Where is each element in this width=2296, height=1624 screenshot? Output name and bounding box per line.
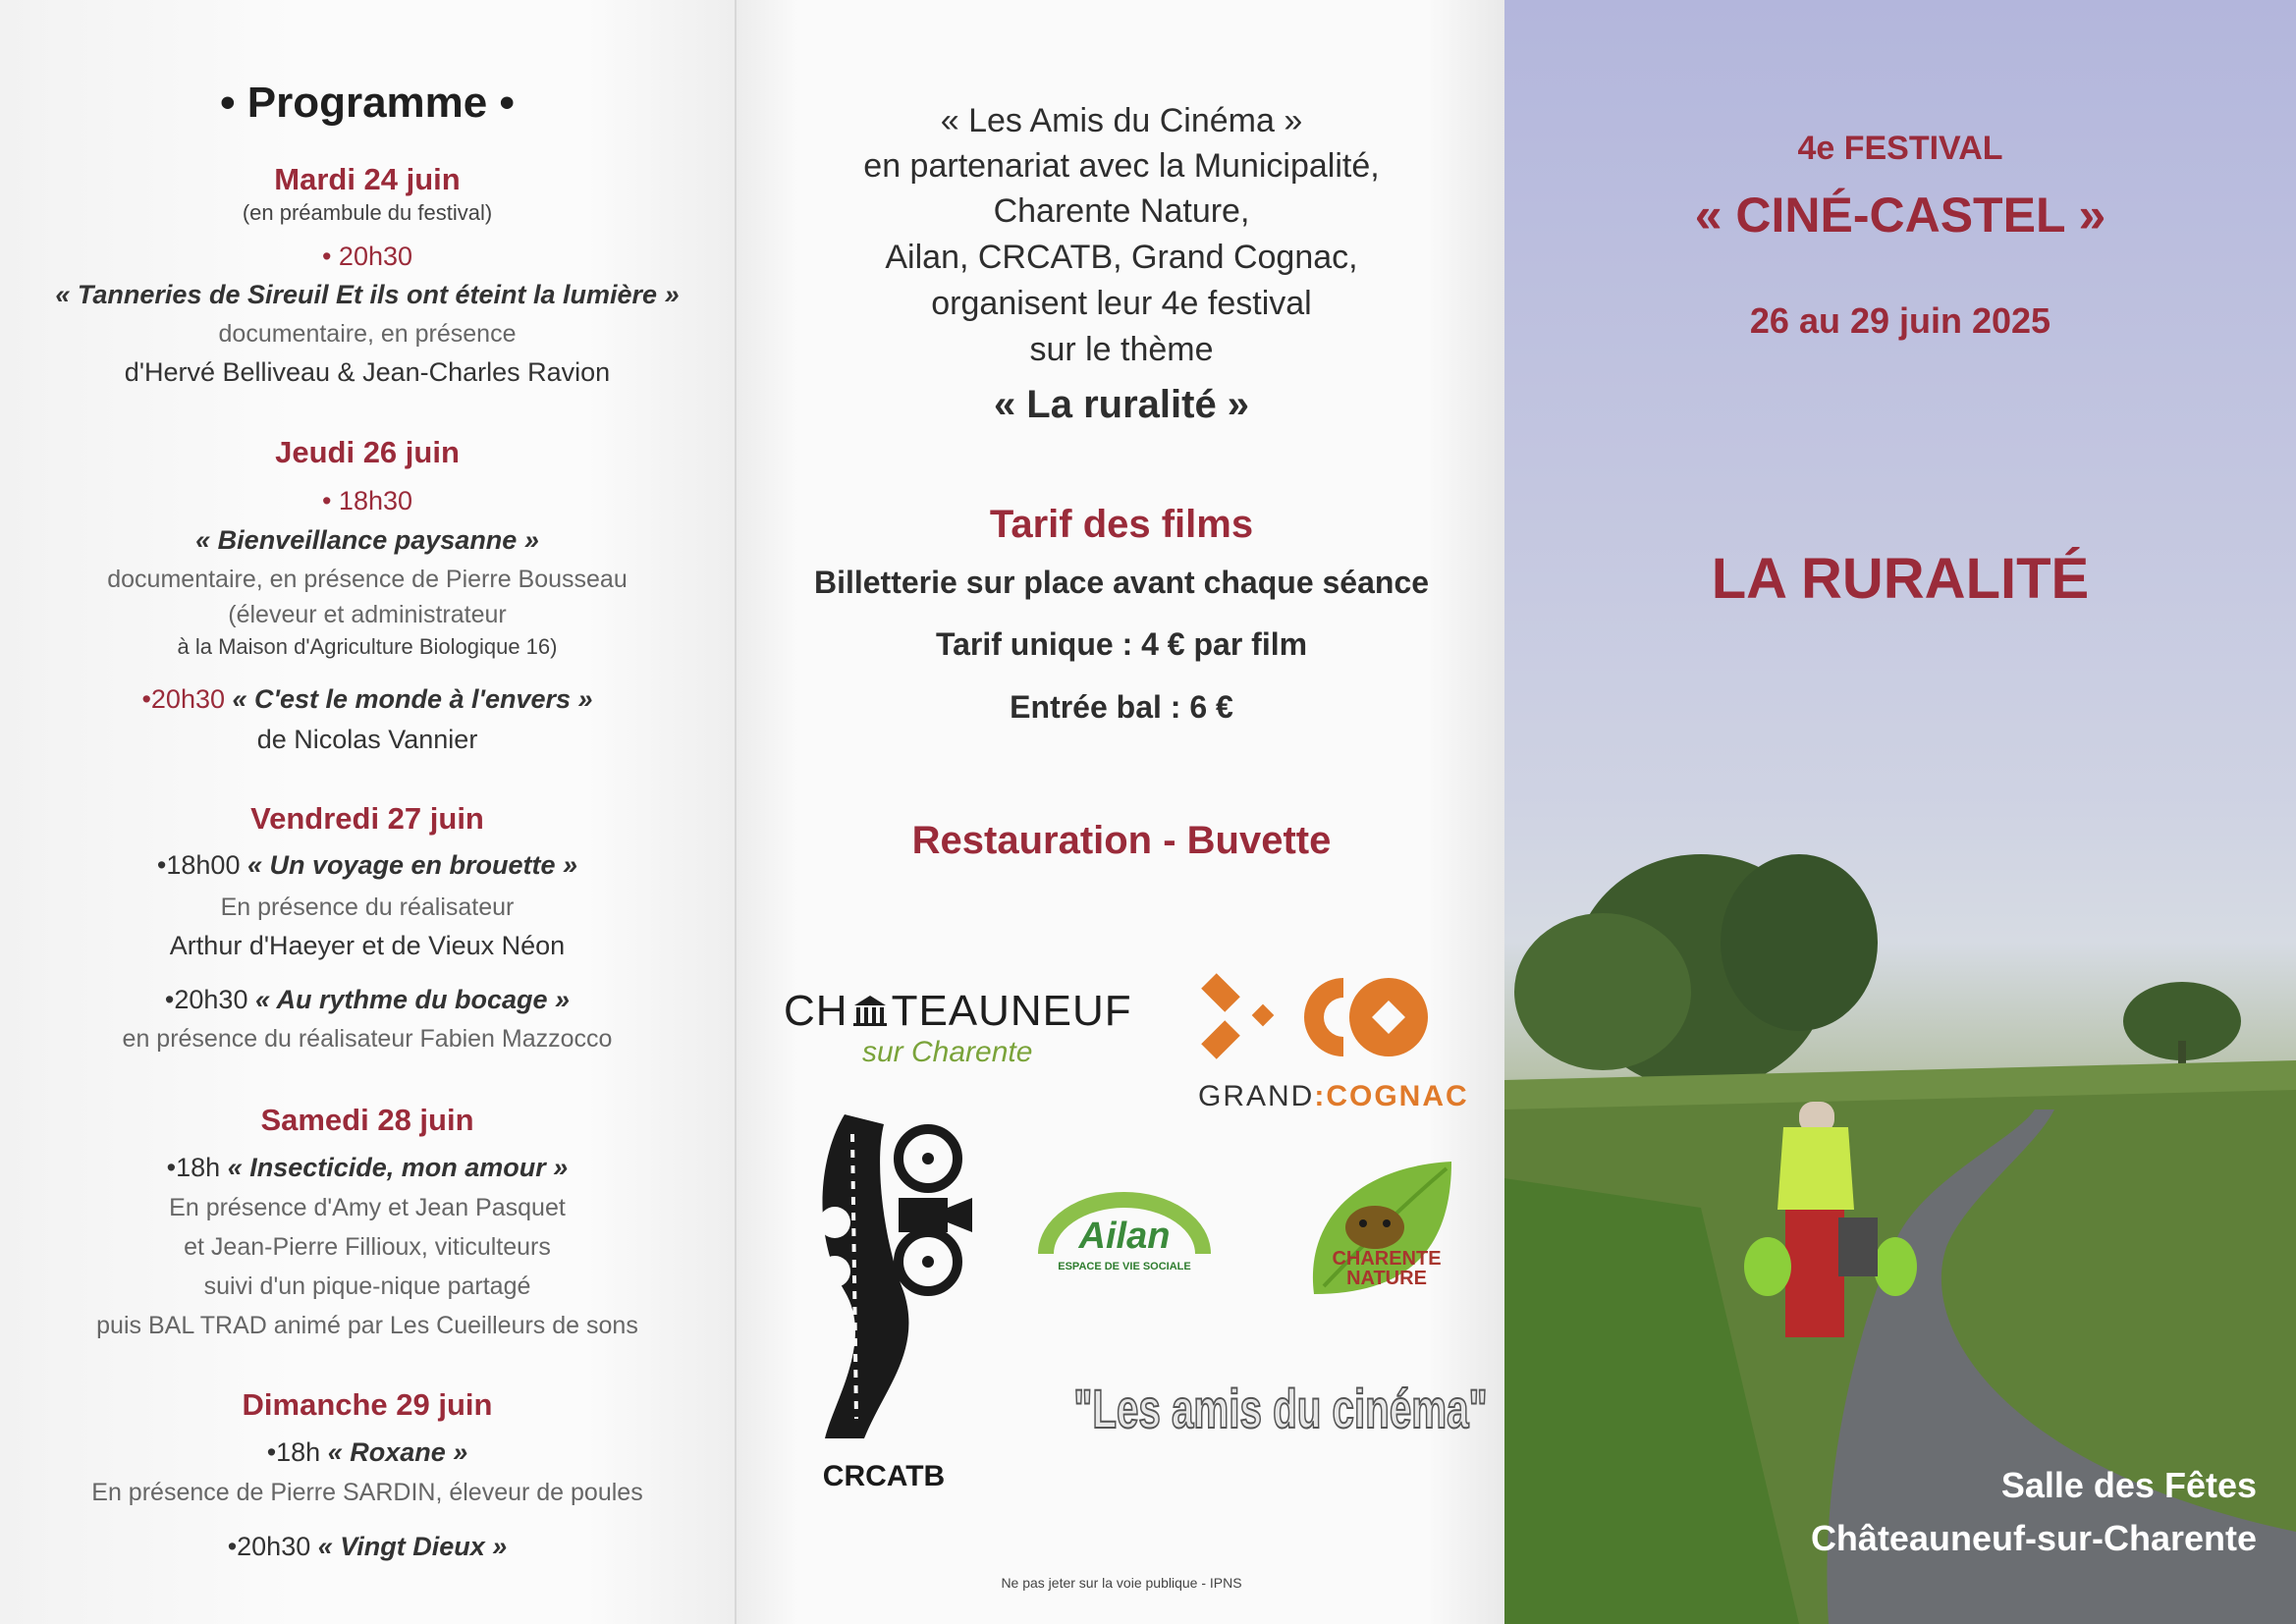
vendredi-film-2: « Au rythme du bocage » xyxy=(254,985,571,1014)
jeudi-line-2 xyxy=(0,684,735,715)
dimanche-film-2: « Vingt Dieux » xyxy=(317,1532,508,1561)
chateau-icon xyxy=(850,989,890,1022)
billetterie-line: Billetterie sur place avant chaque séance xyxy=(813,565,1430,600)
cover-venue-2: Châteauneuf-sur-Charente xyxy=(1810,1518,2257,1558)
day-mardi: Mardi 24 juin xyxy=(274,162,461,196)
programme-title: • Programme • xyxy=(220,79,515,127)
cover-venue-1: Salle des Fêtes xyxy=(2000,1465,2257,1505)
intro-line-6: sur le thème xyxy=(1029,331,1214,368)
vendredi-line-1 xyxy=(0,850,735,881)
samedi-time: •18h xyxy=(166,1153,221,1182)
rural-road-photo xyxy=(1504,0,2296,1624)
cover-theme: LA RURALITÉ xyxy=(1711,547,2090,611)
dimanche-line-1 xyxy=(0,1437,735,1468)
charente-nature-logo xyxy=(1304,1157,1461,1304)
jeudi-desc-2: (éleveur et administrateur xyxy=(228,601,507,628)
samedi-desc-2: et Jean-Pierre Fillioux, viticulteurs xyxy=(184,1233,551,1261)
crcatb-logo xyxy=(805,1105,982,1497)
jeudi-desc-1: documentaire, en présence de Pierre Bousseau xyxy=(107,566,628,593)
intro-line-4: Ailan, CRCATB, Grand Cognac, xyxy=(885,239,1358,276)
cover-panel xyxy=(1504,0,2296,1624)
mardi-time: • 20h30 xyxy=(321,242,413,271)
dimanche-time-2: •20h30 xyxy=(227,1532,311,1561)
day-jeudi: Jeudi 26 juin xyxy=(275,435,460,469)
chateauneuf-logo xyxy=(784,987,1132,1075)
samedi-desc-4: puis BAL TRAD animé par Les Cueilleurs de sons xyxy=(96,1312,638,1339)
cover-dates: 26 au 29 juin 2025 xyxy=(1749,300,2051,341)
crcatb-text: CRCATB xyxy=(822,1460,946,1492)
chateauneuf-text-2: TEAUNEUF xyxy=(891,987,1132,1035)
footer-note: Ne pas jeter sur la voie publique - IPNS xyxy=(1001,1575,1242,1591)
vendredi-desc-3: en présence du réalisateur Fabien Mazzocco xyxy=(122,1025,613,1053)
dimanche-time-1: •18h xyxy=(266,1437,321,1467)
chateauneuf-text-1: CH xyxy=(784,987,848,1035)
grand-cognac-mark-icon xyxy=(1196,970,1432,1068)
samedi-film: « Insecticide, mon amour » xyxy=(227,1153,569,1182)
charente-nature-text-2: NATURE xyxy=(1346,1268,1427,1289)
tarif-title: Tarif des films xyxy=(989,503,1254,546)
cover-festival-name: « CINÉ-CASTEL » xyxy=(1694,188,2106,243)
dimanche-desc-1: En présence de Pierre SARDIN, éleveur de poules xyxy=(91,1479,643,1506)
dimanche-line-2 xyxy=(0,1532,735,1562)
grand-cognac-text-2: COGNAC xyxy=(1326,1080,1469,1112)
jeudi-film-2: « C'est le monde à l'envers » xyxy=(232,684,593,714)
grand-cognac-logo xyxy=(1196,970,1469,1117)
vendredi-time-1: •18h00 xyxy=(156,850,241,880)
grand-cognac-text: GRAND:COGNAC xyxy=(1198,1080,1469,1112)
dimanche-film-1: « Roxane » xyxy=(327,1437,468,1467)
samedi-desc-3: suivi d'un pique-nique partagé xyxy=(203,1272,531,1300)
ailan-text: Ailan xyxy=(1078,1216,1171,1257)
day-vendredi: Vendredi 27 juin xyxy=(250,801,484,836)
charente-nature-text-1: CHARENTE xyxy=(1332,1248,1442,1270)
vendredi-desc-1: En présence du réalisateur xyxy=(220,893,515,921)
mardi-desc-2: d'Hervé Belliveau & Jean-Charles Ravion xyxy=(124,357,611,387)
jeudi-time-1: • 18h30 xyxy=(321,486,413,515)
amis-cinema-logo: "Les amis du cinéma" xyxy=(1073,1378,1488,1439)
tarif-unique-line: Tarif unique : 4 € par film xyxy=(935,626,1308,662)
jeudi-desc-3: à la Maison d'Agriculture Biologique 16) xyxy=(177,634,558,659)
vendredi-film-1: « Un voyage en brouette » xyxy=(246,850,578,880)
mardi-desc-1: documentaire, en présence xyxy=(218,320,517,348)
jeudi-film-1: « Bienveillance paysanne » xyxy=(195,525,539,555)
chateauneuf-sub: sur Charente xyxy=(862,1036,1033,1068)
samedi-desc-1: En présence d'Amy et Jean Pasquet xyxy=(169,1194,566,1221)
vendredi-time-2: •20h30 xyxy=(164,985,248,1014)
samedi-line-1 xyxy=(0,1153,735,1183)
day-dimanche: Dimanche 29 juin xyxy=(242,1387,493,1422)
info-panel xyxy=(735,0,1504,1624)
intro-line-2: en partenariat avec la Municipalité, xyxy=(863,147,1380,185)
mardi-note: (en préambule du festival) xyxy=(242,200,493,225)
vendredi-line-2 xyxy=(0,985,735,1015)
entree-bal-line: Entrée bal : 6 € xyxy=(1010,689,1233,725)
vendredi-desc-2: Arthur d'Haeyer et de Vieux Néon xyxy=(169,931,566,960)
day-samedi: Samedi 28 juin xyxy=(260,1103,474,1137)
ailan-logo xyxy=(1036,1190,1213,1288)
charente-nature-text xyxy=(1318,1249,1455,1288)
mardi-film: « Tanneries de Sireuil Et ils ont éteint la lumière » xyxy=(55,280,680,309)
film-reel-icon xyxy=(805,1105,982,1448)
intro-line-1: « Les Amis du Cinéma » xyxy=(940,102,1303,139)
ailan-sub: ESPACE DE VIE SOCIALE xyxy=(1058,1261,1191,1272)
restauration-title: Restauration - Buvette xyxy=(911,819,1332,862)
intro-line-3: Charente Nature, xyxy=(993,192,1250,230)
festival-theme: « La ruralité » xyxy=(993,383,1250,426)
jeudi-desc-4: de Nicolas Vannier xyxy=(256,725,478,754)
programme-panel xyxy=(0,0,735,1624)
cover-edition: 4e FESTIVAL xyxy=(1797,130,2003,167)
grand-cognac-text-1: GRAND xyxy=(1198,1080,1315,1112)
jeudi-time-2: •20h30 xyxy=(141,684,225,714)
intro-line-5: organisent leur 4e festival xyxy=(931,285,1312,322)
